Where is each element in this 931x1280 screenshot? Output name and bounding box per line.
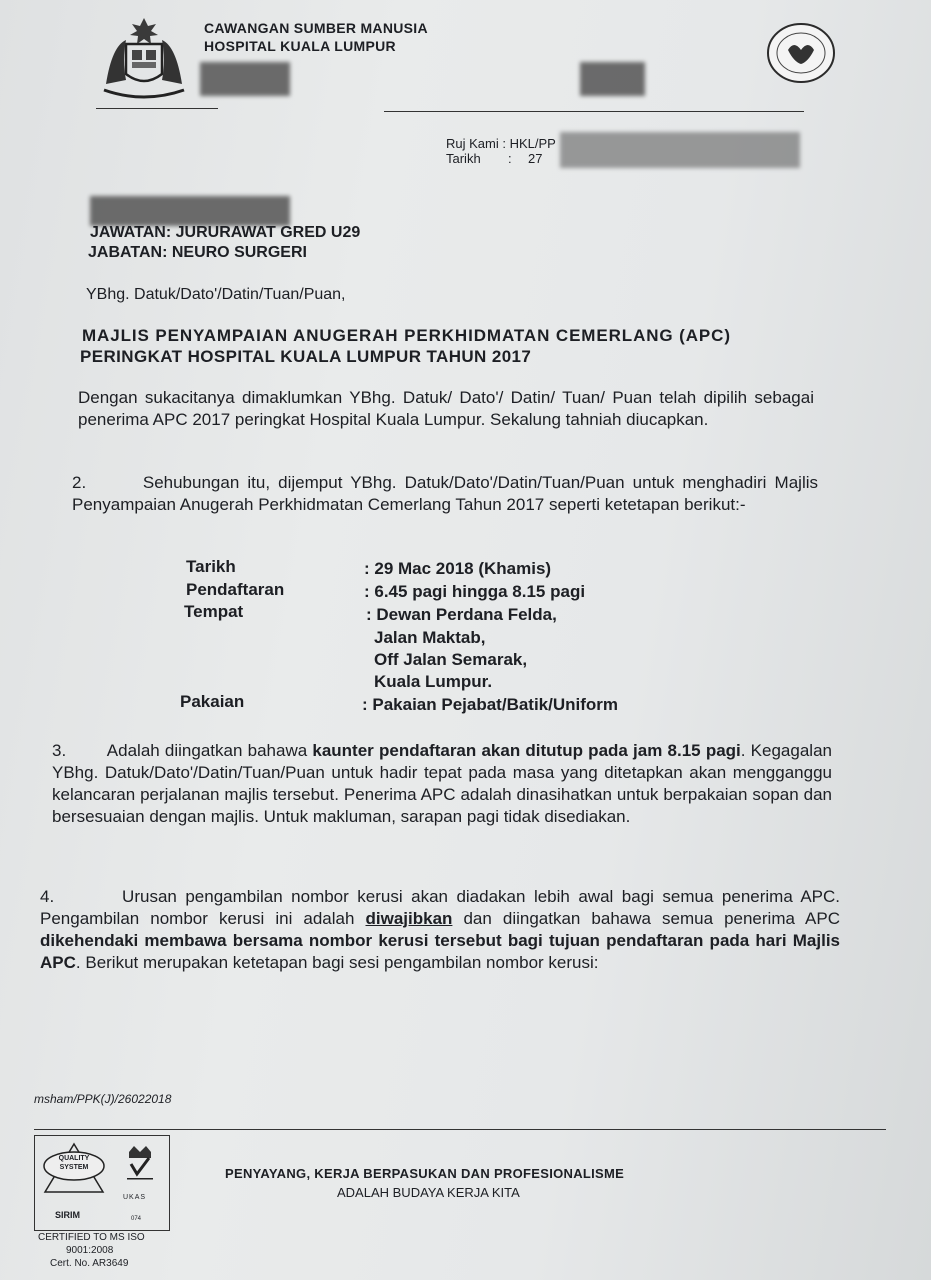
- paragraph-3: [52, 740, 832, 828]
- file-reference: msham/PPK(J)/26022018: [34, 1092, 172, 1106]
- recipient-department: JABATAN: NEURO SURGERI: [88, 244, 307, 261]
- detail-label-date: Tarikh: [186, 557, 236, 576]
- detail-value-venue: : Dewan Perdana Felda,: [366, 605, 557, 624]
- sirim-text: SIRIM: [55, 1210, 81, 1220]
- ministry-seal-icon: [764, 20, 838, 86]
- header-rule-right: [384, 111, 804, 112]
- salutation: YBhg. Datuk/Dato'/Datin/Tuan/Puan,: [86, 286, 346, 303]
- sirim-quality-icon: [39, 1140, 109, 1220]
- detail-value-date: : 29 Mac 2018 (Khamis): [364, 559, 552, 578]
- ukas-text: UKAS: [123, 1194, 147, 1201]
- ukas-number: 074: [131, 1216, 142, 1222]
- paragraph-3-number: 3.: [52, 741, 67, 760]
- paragraph-2: [72, 472, 818, 516]
- redaction-block: [200, 62, 290, 96]
- hospital-name: HOSPITAL KUALA LUMPUR: [204, 38, 396, 54]
- date-label: Tarikh: [446, 151, 481, 166]
- redaction-block: [580, 62, 645, 96]
- paragraph-2-number: 2.: [72, 473, 87, 492]
- system-text: SYSTEM: [59, 1164, 89, 1171]
- paragraph-4-number: 4.: [40, 887, 55, 906]
- redaction-block: [560, 132, 800, 168]
- detail-value-venue-line3: Off Jalan Semarak,: [374, 650, 528, 669]
- detail-value-registration: : 6.45 pagi hingga 8.15 pagi: [364, 582, 586, 601]
- iso-cert-line3: Cert. No. AR3649: [50, 1258, 129, 1269]
- paragraph-4-underline: diwajibkan: [365, 909, 453, 928]
- paragraph-1: Dengan sukacitanya dimaklumkan YBhg. Datuk/ Dato'/ Datin/ Tuan/ Puan telah dipilih sebagai penerima APC 2017 peringkat Hospital Kuala Lumpur. Sekalung tahniah diucapkan.: [78, 388, 814, 429]
- paragraph-4-bold: dikehendaki membawa bersama nombor kerusi tersebut bagi tujuan pendaftaran pada hari Majlis APC: [40, 931, 840, 972]
- paragraph-3-bold: kaunter pendaftaran akan ditutup pada jam 8.15 pagi: [312, 741, 741, 760]
- paragraph-3-text-b: . Kegagalan YBhg. Datuk/Dato'/Datin/Tuan/Puan untuk hadir tepat pada masa yang ditetapkan akan mengganggu kelancaran perjalanan majlis tersebut. Penerima APC adalah dinasihatkan untuk berpakaian sopan dan bersesuaian dengan majlis. Untuk makluman, sarapan pagi tidak disediakan.: [52, 741, 832, 826]
- quality-text: QUALITY: [58, 1155, 90, 1162]
- detail-value-attire: : Pakaian Pejabat/Batik/Uniform: [362, 695, 619, 714]
- footer-rule: [34, 1129, 886, 1130]
- certification-box: [34, 1135, 170, 1231]
- detail-label-attire: Pakaian: [180, 692, 245, 711]
- paragraph-2-text: Sehubungan itu, dijemput YBhg. Datuk/Dato'/Datin/Tuan/Puan untuk menghadiri Majlis Penyampaian Anugerah Perkhidmatan Cemerlang Tahun 2017 seperti ketetapan berikut:-: [72, 473, 818, 514]
- paragraph-4-text-a: Urusan pengambilan nombor kerusi akan diadakan lebih awal bagi semua penerima APC. Pengambilan nombor kerusi ini adalah: [40, 887, 840, 928]
- subject-line-2: PERINGKAT HOSPITAL KUALA LUMPUR TAHUN 2017: [80, 347, 532, 366]
- date-separator: :: [508, 151, 512, 166]
- paragraph-4-text-c: . Berikut merupakan ketetapan bagi sesi pengambilan nombor kerusi:: [75, 953, 599, 972]
- paragraph-3-text-a: Adalah diingatkan bahawa: [106, 741, 313, 760]
- motto-line-2: ADALAH BUDAYA KERJA KITA: [337, 1185, 520, 1200]
- motto-line-1: PENYAYANG, KERJA BERPASUKAN DAN PROFESIONALISME: [225, 1166, 625, 1181]
- iso-cert-line2: 9001:2008: [66, 1245, 114, 1256]
- date-value: 27: [528, 151, 543, 166]
- reference-label: Ruj Kami : HKL/PP: [446, 136, 556, 151]
- dept-name: CAWANGAN SUMBER MANUSIA: [204, 20, 428, 36]
- redaction-block: [90, 196, 290, 226]
- recipient-post: JAWATAN: JURURAWAT GRED U29: [90, 224, 361, 241]
- header-rule-left: [96, 108, 218, 109]
- detail-value-venue-line2: Jalan Maktab,: [374, 628, 486, 647]
- iso-cert-line1: CERTIFIED TO MS ISO: [38, 1232, 145, 1243]
- paragraph-4: [40, 886, 840, 974]
- ukas-crown-icon: [123, 1142, 157, 1192]
- paragraph-4-text-b: dan diingatkan bahawa semua penerima APC: [452, 909, 841, 928]
- subject-line-1: MAJLIS PENYAMPAIAN ANUGERAH PERKHIDMATAN CEMERLANG (APC): [82, 326, 731, 345]
- detail-value-venue-line4: Kuala Lumpur.: [374, 672, 493, 691]
- coat-of-arms-icon: [96, 14, 192, 106]
- detail-label-registration: Pendaftaran: [186, 580, 285, 599]
- detail-label-venue: Tempat: [184, 602, 244, 621]
